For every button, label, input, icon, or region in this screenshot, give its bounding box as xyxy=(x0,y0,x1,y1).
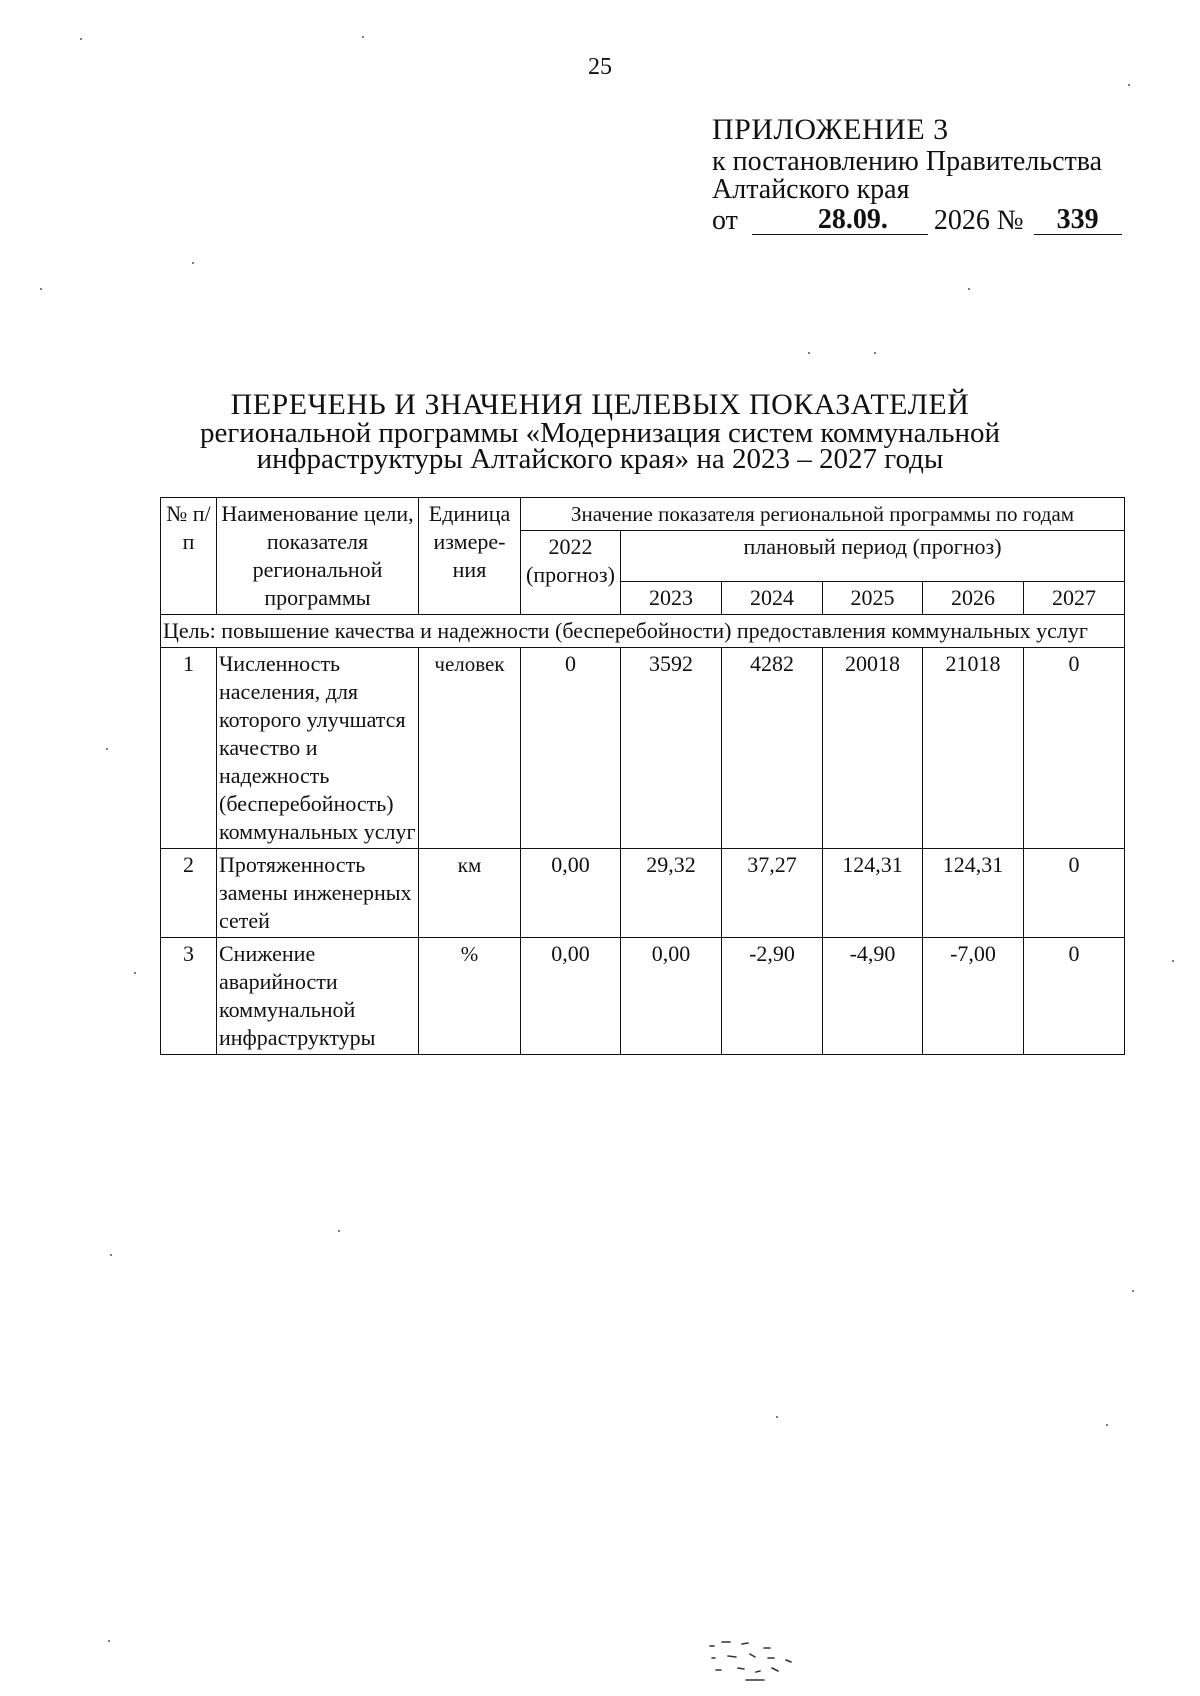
row-value: 21018 xyxy=(923,648,1024,849)
goal-text: Цель: повышение качества и надежности (бесперебойности) предоставления коммунальных услуг xyxy=(161,615,1125,648)
header-unit: Единица измере-ния xyxy=(419,498,521,615)
row-value: 0,00 xyxy=(521,938,621,1055)
appendix-block xyxy=(712,113,1152,236)
row-value: 124,31 xyxy=(923,849,1024,938)
document-number: 339 xyxy=(1034,206,1122,235)
indicators-table xyxy=(160,497,1125,1055)
header-row-1 xyxy=(161,498,1125,531)
row-unit: км xyxy=(419,849,521,938)
year-text: 2026 № xyxy=(933,205,1024,236)
row-value: -2,90 xyxy=(722,938,823,1055)
header-year: 2025 xyxy=(823,582,923,615)
row-value: 124,31 xyxy=(823,849,923,938)
row-value: 0,00 xyxy=(521,849,621,938)
row-value: 20018 xyxy=(823,648,923,849)
heading-line-2: региональной программы «Модернизация систем коммунальной xyxy=(199,417,1001,449)
row-value: -4,90 xyxy=(823,938,923,1055)
table-row xyxy=(161,849,1125,938)
header-base-year: 2022 (прогноз) xyxy=(521,531,621,615)
row-unit: % xyxy=(419,938,521,1055)
stamp-marks xyxy=(706,1638,856,1683)
header-year: 2026 xyxy=(923,582,1024,615)
row-name: Снижение аварийности коммунальной инфраструктуры xyxy=(217,938,419,1055)
row-unit: человек xyxy=(419,648,521,849)
header-name: Наименование цели, показателя региональной программы xyxy=(217,498,419,615)
row-value: 29,32 xyxy=(621,849,722,938)
header-plan-period: плановый период (прогноз) xyxy=(621,531,1125,582)
appendix-line-2: Алтайского края xyxy=(712,174,910,205)
row-value: -7,00 xyxy=(923,938,1024,1055)
row-value: 37,27 xyxy=(722,849,823,938)
table-row xyxy=(161,938,1125,1055)
from-label: от xyxy=(712,205,738,236)
heading-line-3: инфраструктуры Алтайского края» на 2023 – 2027 годы xyxy=(256,443,944,475)
row-value: 0 xyxy=(521,648,621,849)
row-value: 0,00 xyxy=(621,938,722,1055)
document-heading xyxy=(0,388,1200,475)
header-year: 2023 xyxy=(621,582,722,615)
row-value: 0 xyxy=(1024,849,1125,938)
row-value: 0 xyxy=(1024,938,1125,1055)
row-value: 0 xyxy=(1024,648,1125,849)
appendix-title: ПРИЛОЖЕНИЕ 3 xyxy=(712,113,949,146)
heading-line-1: ПЕРЕЧЕНЬ И ЗНАЧЕНИЯ ЦЕЛЕВЫХ ПОКАЗАТЕЛЕЙ xyxy=(230,388,970,421)
appendix-date-line xyxy=(712,206,1152,235)
row-name: Численность населения, для которого улучшатся качество и надежность (бесперебойность) коммунальных услуг xyxy=(217,648,419,849)
goal-row xyxy=(161,615,1125,648)
row-num: 1 xyxy=(161,648,217,849)
date-value: 28.09. xyxy=(752,206,928,235)
header-year: 2027 xyxy=(1024,582,1125,615)
page-number: 25 xyxy=(588,54,612,80)
row-value: 3592 xyxy=(621,648,722,849)
row-num: 3 xyxy=(161,938,217,1055)
row-num: 2 xyxy=(161,849,217,938)
row-name: Протяженность замены инженерных сетей xyxy=(217,849,419,938)
table-row xyxy=(161,648,1125,849)
row-value: 4282 xyxy=(722,648,823,849)
appendix-line-1: к постановлению Правительства xyxy=(712,146,1103,177)
header-values-group: Значение показателя региональной программы по годам xyxy=(521,498,1125,531)
header-year: 2024 xyxy=(722,582,823,615)
header-num: № п/п xyxy=(161,498,217,615)
